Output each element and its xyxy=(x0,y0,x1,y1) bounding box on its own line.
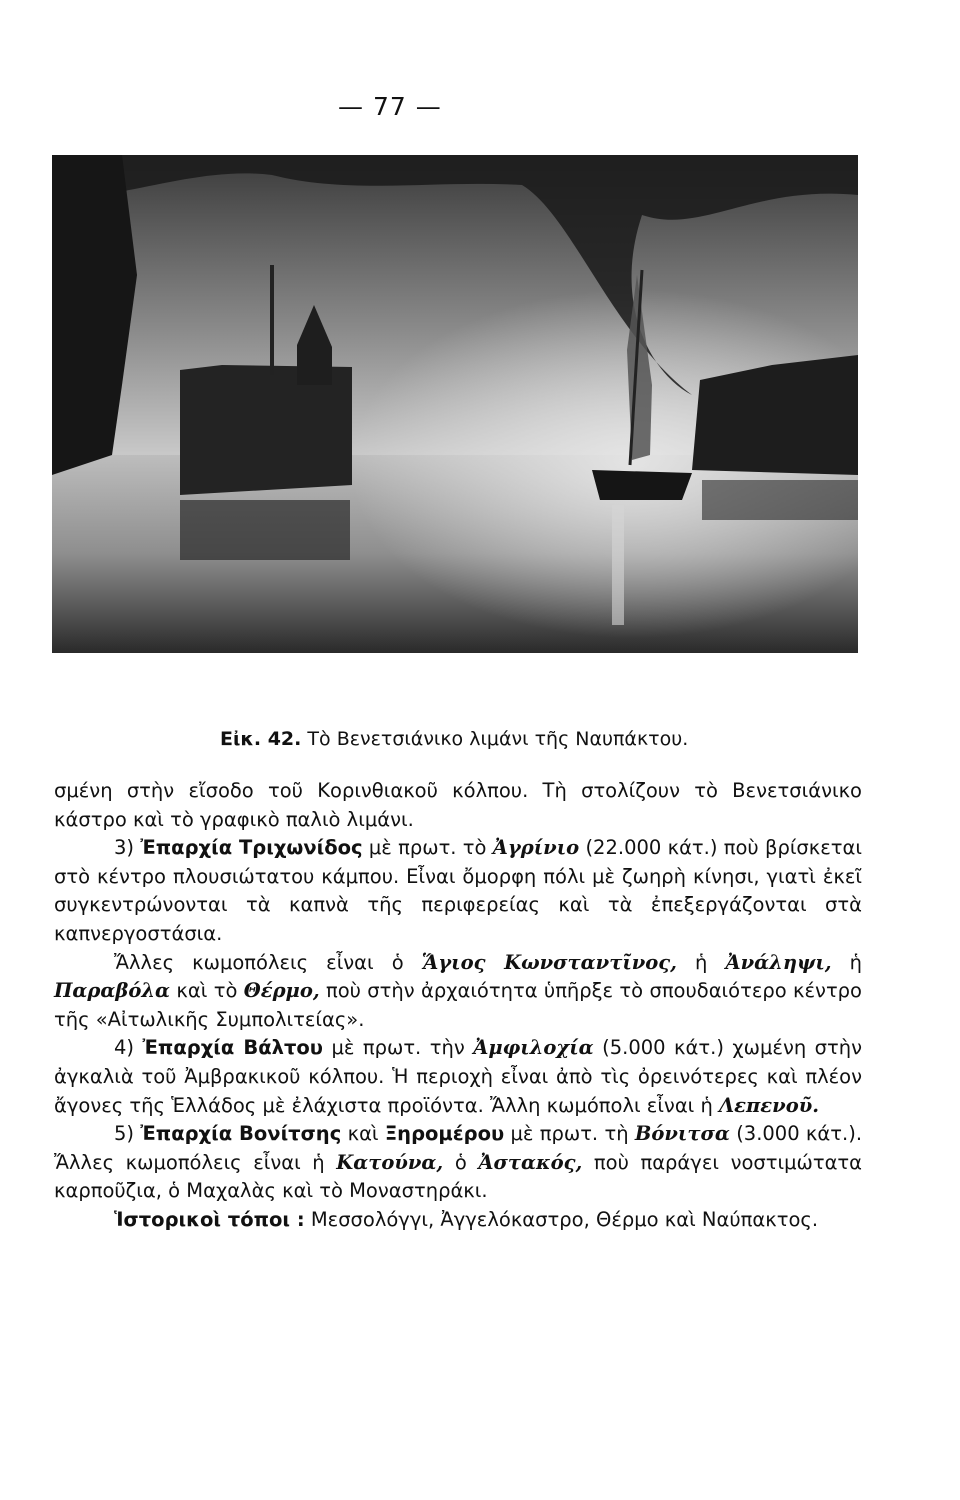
town-name: Λεπενοῦ. xyxy=(719,1093,820,1117)
item-number: 3) xyxy=(114,836,135,860)
paragraph-text: καὶ τὸ xyxy=(176,979,238,1003)
paragraph-text: ποὺ παράγει νοστιμώτατα καρποῦζια, ὁ Μαχαλὰς καὶ τὸ Μοναστηράκι. xyxy=(54,1150,863,1203)
capital-name: Ἀγρίνιο xyxy=(492,836,580,860)
item-number: 5) xyxy=(114,1122,135,1146)
paragraph-text: Μεσσολόγγι, Ἀγγελόκαστρο, Θέρμο καὶ Ναύπακτος. xyxy=(310,1207,819,1231)
paragraph-valtou xyxy=(54,1034,862,1120)
figure-label: Εἰκ. 42. xyxy=(220,728,302,750)
item-number: 4) xyxy=(114,1036,135,1060)
paragraph-text: ἡ xyxy=(695,950,708,974)
paragraph-vonitsis xyxy=(54,1120,862,1206)
region-name: Ξηρομέρου xyxy=(384,1122,505,1146)
page-number: — 77 — xyxy=(338,92,442,121)
paragraph-text: σμένη στὴν εἴσοδο τοῦ Κορινθιακοῦ κόλπου. Τὴ στολίζουν τὸ Βενετσιάνικο κάστρο καὶ τὸ γραφικὸ παλιὸ λιμάνι. xyxy=(54,779,862,831)
paragraph-towns xyxy=(54,949,862,1035)
capital-name: Βόνιτσα xyxy=(634,1122,730,1146)
town-name: Ἅγιος Κωνσταντῖνος, xyxy=(421,950,677,974)
town-name: Παραβόλα xyxy=(54,979,171,1003)
region-name: Ἐπαρχία Βάλτου xyxy=(142,1036,323,1060)
paragraph xyxy=(54,777,862,834)
body-text xyxy=(54,777,862,1235)
paragraph-text: Ἄλλες κωμοπόλεις εἶναι ὁ xyxy=(114,950,404,974)
paragraph-trichonidos xyxy=(54,834,862,948)
paragraph-text: ἡ xyxy=(849,950,863,974)
town-name: Ἀστακός, xyxy=(478,1150,583,1174)
paragraph-text: (3.000 κάτ.). Ἄλλες κωμοπόλεις εἶναι ἡ xyxy=(54,1122,863,1174)
town-name: Ἀνάληψι, xyxy=(725,950,832,974)
figure-caption-text: Τὸ Βενετσιάνικο λιμάνι τῆς Ναυπάκτου. xyxy=(307,728,689,750)
paragraph-text: ὁ xyxy=(454,1150,467,1174)
harbor-photo xyxy=(52,155,858,653)
town-name: Θέρμο, xyxy=(243,979,320,1003)
paragraph-text: ποὺ στὴν ἀρχαιότητα ὑπῆρξε τὸ σπουδαιότερο κέντρο τῆς «Αἰτωλικῆς Συμπολιτείας». xyxy=(54,979,862,1031)
town-name: Κατούνα, xyxy=(336,1150,444,1174)
paragraph-text: (22.000 κάτ.) ποὺ βρίσκεται στὸ κέντρο πλουσιώτατου κάμπου. Εἶναι ὄμορφη πόλι μὲ ζωηρὴ κίνησι, γιατὶ ἐκεῖ συγκεντρώνονται τὰ καπνὰ τῆς περιφερείας καὶ τὰ ἐπεξεργάζονται στὰ καπνεργοστάσια. xyxy=(54,836,863,945)
region-name: Ἐπαρχία Τριχωνίδος xyxy=(140,836,363,860)
figure-caption xyxy=(220,728,688,750)
paragraph-historic-places xyxy=(54,1206,862,1235)
section-heading: Ἱστορικοὶ τόποι : xyxy=(114,1207,305,1231)
paragraph-text: μὲ πρωτ. τὴν xyxy=(331,1036,465,1060)
paragraph-text: μὲ πρωτ. τὴ xyxy=(510,1122,629,1146)
capital-name: Ἀμφιλοχία xyxy=(473,1036,594,1060)
paragraph-text: (5.000 κάτ.) χωμένη στὴν ἀγκαλιὰ τοῦ Ἀμβρακικοῦ κόλπου. Ἡ περιοχὴ εἶναι ἀπὸ τὶς ὀρεινότερες καὶ πλέον ἄγονες τῆς Ἑλλάδος μὲ ἐλάχιστα προϊόντα. Ἄλλη κωμόπολι εἶναι ἡ xyxy=(54,1036,863,1117)
paragraph-text: καὶ xyxy=(347,1122,379,1146)
paragraph-text: μὲ πρωτ. τὸ xyxy=(368,836,487,860)
region-name: Ἐπαρχία Βονίτσης xyxy=(140,1122,342,1146)
